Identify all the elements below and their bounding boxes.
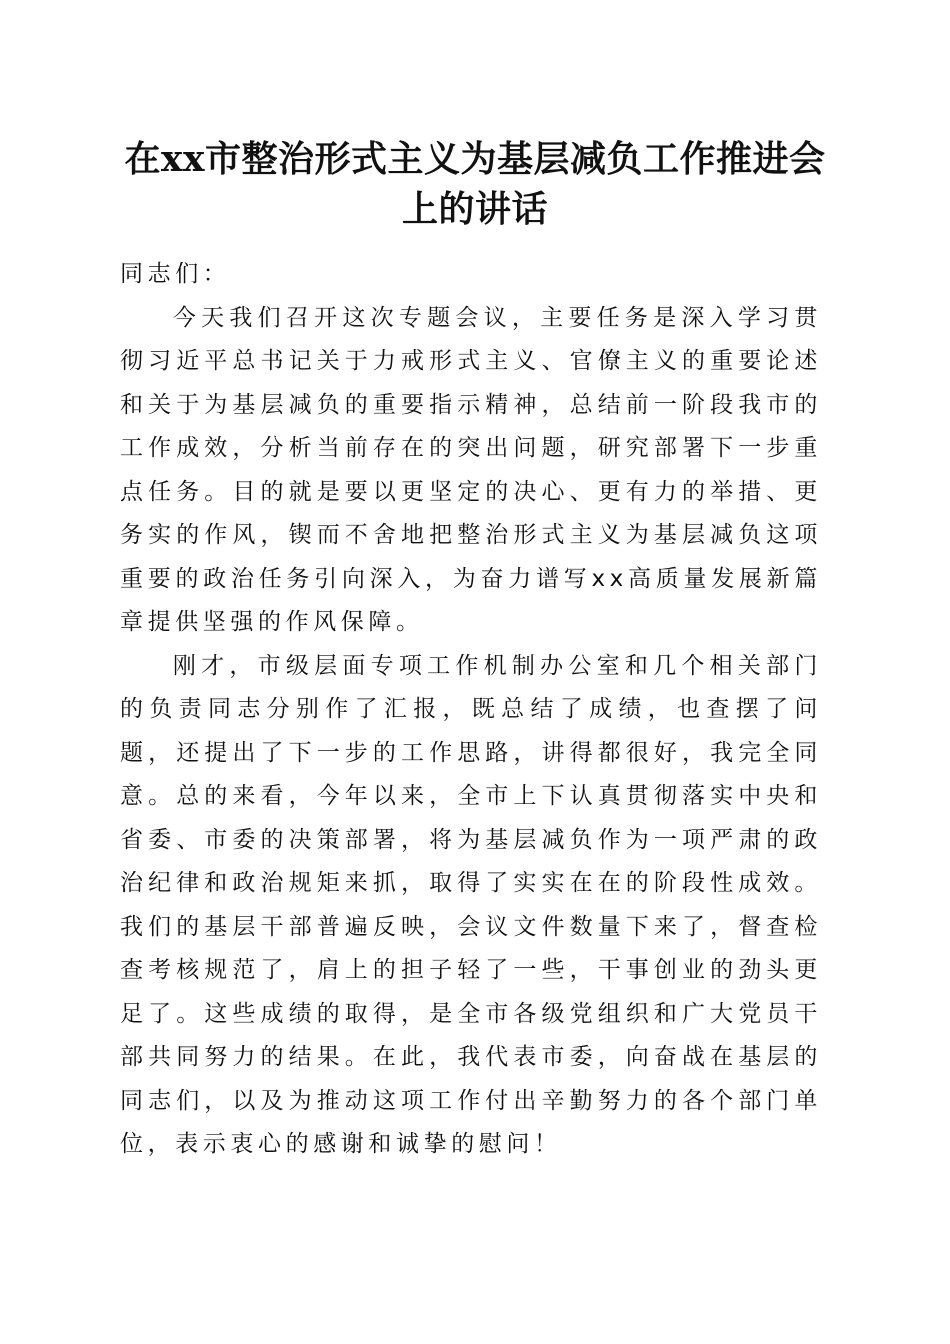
document-title — [110, 134, 840, 234]
paragraph-2: 刚才，市级层面专项工作机制办公室和几个相关部门的负责同志分别作了汇报，既总结了成绩，也查摆了问题，还提出了下一步的工作思路，讲得都很好，我完全同意。总的来看，今年以来，全市上下认真贯彻落实中央和省委、市委的决策部署，将为基层减负作为一项严肃的政治纪律和政治规矩来抓，取得了实实在在的阶段性成效。我们的基层干部普遍反映，会议文件数量下来了，督查检查考核规范了，肩上的担子轻了一些，干事创业的劲头更足了。这些成绩的取得，是全市各级党组织和广大党员干部共同努力的结果。在此，我代表市委，向奋战在基层的同志们，以及为推动这项工作付出辛勤努力的各个部门单位，表示衷心的感谢和诚挚的慰问！ — [120, 652, 822, 1157]
title-line-1: 在xx市整治形式主义为基层减负工作推进会 — [124, 138, 826, 180]
paragraph-1: 今天我们召开这次专题会议，主要任务是深入学习贯彻习近平总书记关于力戒形式主义、官僚主义的重要论述和关于为基层减负的重要指示精神，总结前一阶段我市的工作成效，分析当前存在的突出问题，研究部署下一步重点任务。目的就是要以更坚定的决心、更有力的举措、更务实的作风，锲而不舍地把整治形式主义为基层减负这项重要的政治任务引向深入，为奋力谱写xx高质量发展新篇章提供坚强的作风保障。 — [120, 304, 822, 635]
document-body — [120, 253, 822, 1167]
title-line-2: 上的讲话 — [401, 188, 548, 230]
salutation: 同志们： — [120, 261, 231, 287]
